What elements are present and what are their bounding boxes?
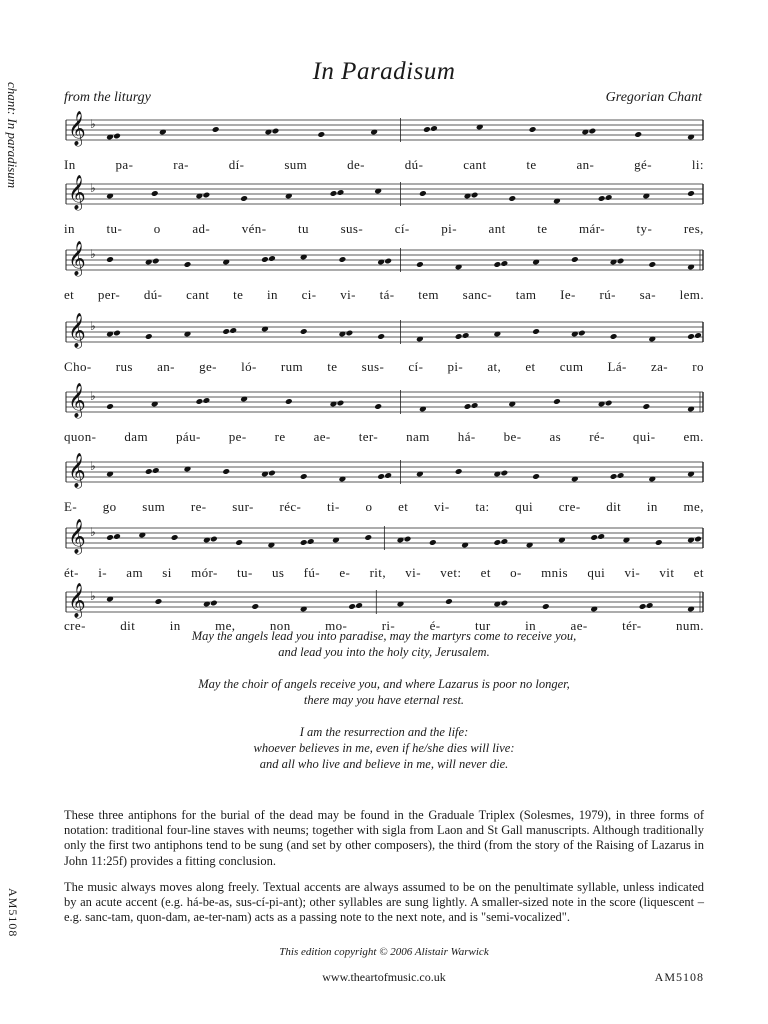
lyric-syllable: már- (579, 221, 605, 236)
lyric-syllable: te (537, 221, 548, 236)
lyric-syllable: pe- (228, 429, 247, 444)
lyric-syllable: ter- (358, 429, 379, 444)
lyric-syllable: num. (675, 618, 704, 633)
note (404, 536, 412, 543)
translation-line: I am the resurrection and the life: (299, 725, 469, 739)
note (345, 330, 353, 337)
note (471, 402, 479, 409)
lyric-syllable: ét- (64, 565, 79, 580)
note (493, 261, 501, 268)
lyric-syllable: tá- (379, 287, 395, 302)
lyric-line (64, 359, 704, 375)
note (261, 256, 269, 263)
lyric-syllable: In (64, 157, 76, 172)
side-title: chant: In paradisum (5, 82, 20, 189)
lyric-syllable: fú- (303, 565, 321, 580)
catalog-code: AM5108 (654, 970, 704, 984)
lyric-syllable: pi- (441, 221, 457, 236)
note (605, 400, 613, 407)
lyric-syllable: am (126, 565, 143, 580)
staff-system (66, 383, 703, 419)
note (500, 470, 508, 477)
flat-sign-icon: ♭ (90, 247, 96, 261)
note (500, 538, 508, 545)
lyric-syllable: et (525, 359, 536, 374)
copyright-notice: This edition copyright © 2006 Alistair Warwick (279, 946, 489, 958)
note (222, 468, 230, 475)
lyric-syllable: qui (515, 499, 534, 514)
lyric-syllable: non (269, 618, 291, 633)
note (610, 333, 618, 340)
note (532, 473, 540, 480)
staff-system (66, 111, 703, 147)
lyric-syllable: ci- (301, 287, 317, 302)
note (553, 398, 561, 405)
lyric-syllable: in (525, 618, 537, 633)
flat-sign-icon: ♭ (90, 525, 96, 539)
lyric-syllable: tem (418, 287, 439, 302)
lyric-syllable: pa- (115, 157, 134, 172)
note (694, 332, 702, 339)
flat-sign-icon: ♭ (90, 589, 96, 603)
lyric-syllable: nam (406, 429, 430, 444)
lyric-syllable: ty- (636, 221, 653, 236)
lyric-syllable: cí- (394, 221, 410, 236)
lyric-syllable: tam (515, 287, 537, 302)
lyric-syllable: ré- (589, 429, 605, 444)
note (590, 534, 598, 541)
note (694, 536, 702, 543)
treble-clef-icon: 𝄞 (68, 453, 86, 488)
lyric-syllable: sanc- (462, 287, 493, 302)
note (210, 600, 218, 607)
translation-line: whoever believes in me, even if he/she dies will live: (253, 741, 515, 755)
lyric-line (64, 157, 704, 173)
translation-line: and lead you into the holy city, Jerusalem. (278, 645, 490, 659)
flat-sign-icon: ♭ (90, 389, 96, 403)
lyric-syllable: vi- (433, 499, 450, 514)
lyric-syllable: me, (215, 618, 236, 633)
note (455, 333, 463, 340)
note (171, 534, 179, 541)
note (617, 258, 625, 265)
flat-sign-icon: ♭ (90, 319, 96, 333)
note (113, 330, 121, 337)
note (195, 398, 203, 405)
lyric-line (64, 429, 704, 445)
lyric-syllable: et (64, 287, 75, 302)
lyric-syllable: vi- (340, 287, 356, 302)
note (648, 261, 656, 268)
lyric-syllable: ae- (570, 618, 588, 633)
note (272, 128, 280, 135)
note (145, 333, 153, 340)
note (542, 603, 550, 610)
lyric-syllable: et (398, 499, 409, 514)
lyric-syllable: ro (692, 359, 704, 374)
lyric-syllable: sus- (340, 221, 364, 236)
lyric-syllable: qui (587, 565, 606, 580)
note (212, 126, 220, 133)
notes-paragraph-1: These three antiphons for the burial of the dead may be found in the Graduale Triplex (Solesmes, 1979), in three forms of notation: traditional four-line staves with neums; together with sigla from Laon and St Gall manuscripts. Although traditionally only the first two antiphons tend to be sung (and set by other composers), the third (from the story of the Raising of Lazarus in John 11:25f) provides a fitting conclusion. (64, 808, 704, 868)
note (317, 131, 325, 138)
lyric-syllable: mnis (541, 565, 568, 580)
treble-clef-icon: 𝄞 (68, 111, 86, 146)
staff-system (66, 519, 703, 555)
lyric-syllable: be- (503, 429, 522, 444)
lyric-syllable: rit, (369, 565, 386, 580)
lyric-syllable: cre- (64, 618, 86, 633)
lyric-syllable: de- (347, 157, 365, 172)
lyric-syllable: Ie- (560, 287, 576, 302)
note (416, 261, 424, 268)
note (384, 472, 392, 479)
lyric-line (64, 287, 704, 303)
page-title: In Paradisum (312, 58, 456, 85)
lyric-syllable: Cho- (64, 359, 92, 374)
lyric-syllable: cí- (408, 359, 424, 374)
lyric-syllable: go (102, 499, 117, 514)
lyric-syllable: vet: (440, 565, 462, 580)
note (202, 397, 210, 404)
lyric-syllable: Lá- (607, 359, 627, 374)
note (300, 539, 308, 546)
lyric-syllable: gé- (634, 157, 652, 172)
lyric-syllable: dit (606, 499, 622, 514)
note (300, 328, 308, 335)
note (639, 603, 647, 610)
lyric-syllable: tu- (237, 565, 253, 580)
note (364, 534, 372, 541)
lyric-syllable: te (327, 359, 338, 374)
note (687, 190, 695, 197)
lyric-line (64, 221, 704, 237)
lyric-syllable: re (274, 429, 286, 444)
note (268, 255, 276, 262)
note (106, 256, 114, 263)
lyric-syllable: vit (659, 565, 675, 580)
lyric-syllable: per- (97, 287, 121, 302)
lyric-syllable: tu (298, 221, 309, 236)
note (455, 468, 463, 475)
staff-system (66, 241, 703, 277)
note (493, 539, 501, 546)
lyric-syllable: dam (124, 429, 148, 444)
lyric-syllable: i- (98, 565, 107, 580)
note (106, 534, 114, 541)
note (300, 473, 308, 480)
lyric-syllable: me, (683, 499, 704, 514)
lyric-syllable: qui- (632, 429, 656, 444)
lyric-syllable: E- (64, 499, 78, 514)
lyric-syllable: vi- (405, 565, 421, 580)
lyric-syllable: et (480, 565, 491, 580)
note (529, 126, 537, 133)
note (610, 473, 618, 480)
lyric-syllable: vén- (241, 221, 267, 236)
note (500, 600, 508, 607)
lyric-line (64, 565, 704, 581)
note (338, 256, 346, 263)
note (419, 190, 427, 197)
lyric-syllable: cre- (558, 499, 581, 514)
note (464, 403, 472, 410)
lyric-syllable: res, (683, 221, 704, 236)
lyric-syllable: dit (120, 618, 136, 633)
note (634, 131, 642, 138)
side-catalog-code: AM5108 (6, 888, 20, 938)
treble-clef-icon: 𝄞 (68, 583, 86, 618)
website-url: www.theartofmusic.co.uk (322, 970, 446, 984)
note (445, 598, 453, 605)
lyric-syllable: ge- (199, 359, 217, 374)
lyric-syllable: tu- (106, 221, 123, 236)
note (152, 258, 160, 265)
lyric-syllable: et (693, 565, 704, 580)
lyric-syllable: o- (510, 565, 522, 580)
lyric-syllable: ti- (327, 499, 340, 514)
note (597, 533, 605, 540)
staff-system (66, 313, 703, 349)
lyric-syllable: quon- (64, 429, 97, 444)
note (337, 189, 345, 196)
lyric-syllable: rú- (599, 287, 616, 302)
lyric-syllable: ta: (475, 499, 490, 514)
lyric-syllable: si (162, 565, 172, 580)
note (307, 538, 315, 545)
note (508, 195, 516, 202)
lyric-line (64, 499, 704, 515)
note (430, 125, 438, 132)
note (571, 256, 579, 263)
note (222, 328, 230, 335)
note (113, 133, 121, 140)
note (500, 260, 508, 267)
lyric-syllable: réc- (279, 499, 302, 514)
lyric-syllable: za- (650, 359, 669, 374)
note (423, 126, 431, 133)
note (337, 400, 345, 407)
lyric-syllable: in (646, 499, 658, 514)
flat-sign-icon: ♭ (90, 181, 96, 195)
composer-attribution: Gregorian Chant (605, 90, 702, 105)
lyric-syllable: ae- (313, 429, 331, 444)
note (330, 190, 338, 197)
note (588, 128, 596, 135)
note (377, 333, 385, 340)
flat-sign-icon: ♭ (90, 117, 96, 131)
note (210, 536, 218, 543)
note (598, 195, 606, 202)
lyric-syllable: re- (190, 499, 207, 514)
note (377, 473, 385, 480)
lyric-syllable: cum (559, 359, 584, 374)
source-attribution: from the liturgy (64, 90, 151, 105)
lyric-syllable: dí- (228, 157, 245, 172)
lyric-syllable: vi- (624, 565, 641, 580)
note (355, 602, 363, 609)
lyric-syllable: ri- (381, 618, 396, 633)
lyric-syllable: te (233, 287, 244, 302)
note (642, 403, 650, 410)
staff-system (66, 175, 703, 211)
note (687, 333, 695, 340)
note (429, 539, 437, 546)
note (235, 539, 243, 546)
note (251, 603, 259, 610)
note (240, 195, 248, 202)
lyric-syllable: sus- (361, 359, 385, 374)
translation-1 (0, 628, 768, 660)
translation-2 (0, 676, 768, 708)
lyric-syllable: é- (429, 618, 441, 633)
lyric-syllable: o (365, 499, 373, 514)
lyric-syllable: dú- (143, 287, 163, 302)
staff-system (66, 583, 703, 619)
translation-3 (0, 724, 768, 772)
note (229, 327, 237, 334)
lyric-syllable: in (64, 221, 75, 236)
note (384, 258, 392, 265)
translation-line: May the angels lead you into paradise, may the martyrs come to receive you, (191, 629, 577, 643)
lyric-syllable: in (169, 618, 181, 633)
translation-line: and all who live and believe in me, will never die. (259, 757, 509, 771)
lyric-syllable: te (526, 157, 537, 172)
note (152, 467, 160, 474)
lyric-syllable: tur (475, 618, 491, 633)
lyric-syllable: rus (115, 359, 133, 374)
note (285, 398, 293, 405)
lyric-syllable: há- (457, 429, 476, 444)
lyric-syllable: o (153, 221, 161, 236)
lyric-syllable: sum (142, 499, 166, 514)
notes-paragraph-2: The music always moves along freely. Textual accents are always assumed to be on the penultimate syllable, unless indicated by an acute accent (e.g. há-be-as, sus-cí-pi-ant); other syllables are sung lightly. A smaller-sized note in the score (liquescent – e.g. sanc-tam, quon-dam, ae-ter-nam) acts as a passing note to the next note, and is "semi-vocalized". (64, 880, 704, 925)
treble-clef-icon: 𝄞 (68, 519, 86, 554)
lyric-syllable: mór- (191, 565, 218, 580)
lyric-syllable: li: (691, 157, 704, 172)
lyric-syllable: ra- (173, 157, 189, 172)
lyric-syllable: ló- (241, 359, 257, 374)
lyric-syllable: ant (488, 221, 506, 236)
lyric-syllable: in (266, 287, 278, 302)
lyric-syllable: sur- (232, 499, 254, 514)
lyric-syllable: dú- (404, 157, 424, 172)
note (348, 603, 356, 610)
note (605, 194, 613, 201)
lyric-syllable: at, (487, 359, 502, 374)
note (151, 190, 159, 197)
translation-line: there may you have eternal rest. (303, 693, 465, 707)
lyric-syllable: us (272, 565, 285, 580)
note (268, 470, 276, 477)
note (184, 261, 192, 268)
lyric-syllable: ad- (192, 221, 211, 236)
lyric-syllable: cant (186, 287, 210, 302)
note (202, 192, 210, 199)
treble-clef-icon: 𝄞 (68, 313, 86, 348)
lyric-syllable: an- (157, 359, 175, 374)
note (145, 468, 153, 475)
treble-clef-icon: 𝄞 (68, 241, 86, 276)
lyric-syllable: pi- (447, 359, 464, 374)
lyric-syllable: rum (280, 359, 304, 374)
flat-sign-icon: ♭ (90, 459, 96, 473)
lyric-syllable: cant (463, 157, 487, 172)
note (154, 598, 162, 605)
treble-clef-icon: 𝄞 (68, 175, 86, 210)
translation-line: May the choir of angels receive you, and where Lazarus is poor no longer, (198, 677, 570, 691)
treble-clef-icon: 𝄞 (68, 383, 86, 418)
note (617, 472, 625, 479)
note (646, 602, 654, 609)
note (655, 539, 663, 546)
lyric-syllable: lem. (679, 287, 704, 302)
lyric-syllable: as (549, 429, 562, 444)
lyric-syllable: sa- (639, 287, 656, 302)
note (374, 403, 382, 410)
staff-system (66, 453, 703, 489)
lyric-syllable: an- (576, 157, 595, 172)
note (532, 328, 540, 335)
note (462, 332, 470, 339)
lyric-syllable: sum (284, 157, 308, 172)
lyric-syllable: e- (339, 565, 351, 580)
lyric-syllable: tér- (622, 618, 642, 633)
note (578, 330, 586, 337)
note (113, 533, 121, 540)
lyric-syllable: em. (683, 429, 704, 444)
lyric-syllable: páu- (176, 429, 201, 444)
lyric-syllable: mo- (325, 618, 348, 633)
note (106, 403, 114, 410)
note (471, 192, 479, 199)
